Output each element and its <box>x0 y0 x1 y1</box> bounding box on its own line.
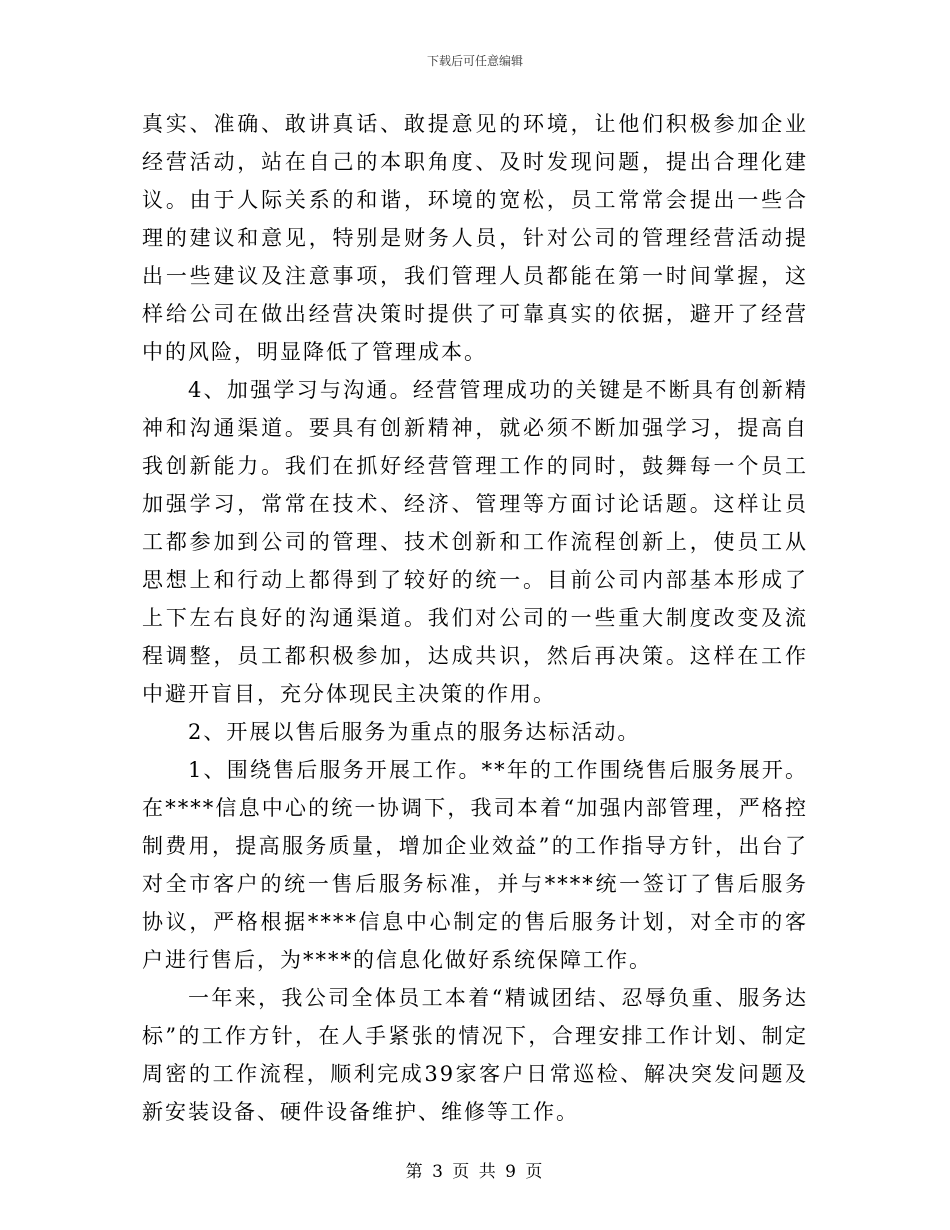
page-header: 下载后可任意编辑 <box>426 54 523 68</box>
paragraph-year-summary: 一年来，我公司全体员工本着“精诚团结、忍辱负重、服务达标”的工作方针，在人手紧张的情况下，合理安排工作计划、制定周密的工作流程，顺利完成39家客户日常巡检、解决突发问题及新安装设备、硬件设备维护、维修等工作。 <box>142 986 808 1124</box>
document-body <box>142 105 808 1131</box>
paragraph-continuation: 真实、准确、敢讲真话、敢提意见的环境，让他们积极参加企业经营活动，站在自己的本职角度、及时发现问题，提出合理化建议。由于人际关系的和谐，环境的宽松，员工常常会提出一些合理的建议和意见，特别是财务人员，针对公司的管理经营活动提出一些建议及注意事项，我们管理人员都能在第一时间掌握，这样给公司在做出经营决策时提供了可靠真实的依据，避开了经营中的风险，明显降低了管理成本。 <box>142 112 808 364</box>
paragraph-service-heading: 2、开展以售后服务为重点的服务达标活动。 <box>188 720 641 744</box>
page-footer: 第 3 页 共 9 页 <box>405 1162 545 1182</box>
paragraph-learning-communication: 4、加强学习与沟通。经营管理成功的关键是不断具有创新精神和沟通渠道。要具有创新精神，就必须不断加强学习，提高自我创新能力。我们在抓好经营管理工作的同时，鼓舞每一个员工加强学习，常常在技术、经济、管理等方面讨论话题。这样让员工都参加到公司的管理、技术创新和工作流程创新上，使员工从思想上和行动上都得到了较好的统一。目前公司内部基本形成了上下左右良好的沟通渠道。我们对公司的一些重大制度改变及流程调整，员工都积极参加，达成共识，然后再决策。这样在工作中避开盲目，充分体现民主决策的作用。 <box>142 378 808 706</box>
paragraph-after-sales: 1、围绕售后服务开展工作。**年的工作围绕售后服务展开。在****信息中心的统一协调下，我司本着“加强内部管理，严格控制费用，提高服务质量，增加企业效益”的工作指导方针，出台了对全市客户的统一售后服务标准，并与****统一签订了售后服务协议，严格根据****信息中心制定的售后服务计划，对全市的客户进行售后，为****的信息化做好系统保障工作。 <box>142 758 808 972</box>
